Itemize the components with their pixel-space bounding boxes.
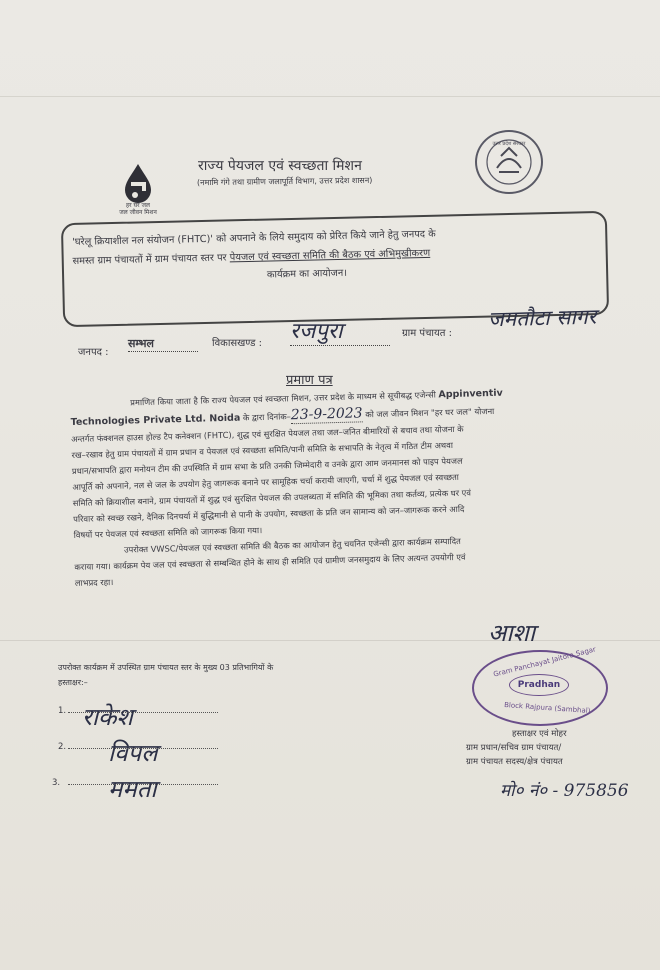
signature-line <box>68 748 218 749</box>
body-line: प्रधान/सभापति द्वारा मनोयन टीम की उपस्थिति में ग्राम सभा के प्रति उनकी जिम्मेदारी व उनके द्वारा आम जनमानस को पाइप पेयजल <box>71 455 463 476</box>
signatory-caption-2: ग्राम प्रधान/सचिव ग्राम पंचायत/ <box>466 743 562 753</box>
signature-line <box>68 712 218 713</box>
paper-fold <box>0 96 660 97</box>
stamp-ring-top: Gram Panchayat Jaitora Sagar <box>492 645 597 679</box>
agency-name-1: Appinventiv <box>438 387 503 401</box>
attendees-intro: उपरोक्त कार्यक्रम में उपस्थित ग्राम पंचायत स्तर के मुख्य 03 प्रतिभागियों के हस्ताक्षर:– <box>58 663 274 687</box>
program-date: 23-9-2023 <box>290 405 363 424</box>
signature-line <box>68 784 218 785</box>
gp-value: जमतौटा सागर <box>487 304 597 332</box>
logo-text: हर घर जल जल जीवन मिशन <box>119 202 157 216</box>
block-value: रजपुरा <box>290 315 390 346</box>
certificate-title: प्रमाण पत्र <box>286 373 333 388</box>
jal-jeevan-mission-logo <box>115 162 161 224</box>
body-line: विषयों पर पेयजल एवं स्वच्छता समिति को जागरूक किया गया। <box>73 525 263 540</box>
subject-line-2: समस्त ग्राम पंचायतों में ग्राम पंचायत स्तर पर पेयजल एवं स्वच्छता समिति की बैठक एवं अभिमुखीकरण <box>72 247 431 267</box>
attendee-signature-2: विपल <box>108 739 158 767</box>
agency-name-2: Technologies Private Ltd. Noida <box>70 412 241 428</box>
body-line: Technologies Private Ltd. Noida के द्वारा दिनांक–23-9-2023 को जल जीवन मिशन "हर घर जल" योजना <box>70 405 495 428</box>
body-line: कराया गया। कार्यक्रम पेय जल एवं स्वच्छता से सम्बन्धित होने के साथ ही समिति एवं ग्रामीण जनसमुदाय के लिए अत्यन्त उपयोगी एवं <box>74 551 466 572</box>
paper-fold <box>0 640 660 641</box>
body-line: अन्तर्गत फंक्शनल हाउस होल्ड टैप कनेक्शन (FHTC), शुद्ध एवं सुरक्षित पेयजल तथा जल–जनित बीमारियों से बचाव तथा योजना के <box>70 423 464 444</box>
pradhan-signature: आशा <box>488 619 536 647</box>
stamp-center: Pradhan <box>509 674 569 696</box>
body-line: आपूर्ति को अपनाने, नल से जल के उपयोग हेतु जागरूक बनाने पर सामूहिक चर्चा करायी जाएगी, चर्चा में शुद्ध पेयजल एवं स्वच्छता <box>72 471 460 492</box>
block-label: विकासखण्ड : <box>212 338 263 349</box>
emblem-text: उत्तर प्रदेश सरकार <box>492 141 526 147</box>
attendee-number-2: 2. <box>58 742 67 752</box>
district-value: सम्भल <box>128 336 198 352</box>
gp-label: ग्राम पंचायत : <box>402 328 453 339</box>
stamp-ring-bottom: Block Rajpura (Sambhal) <box>503 700 591 716</box>
body-line: लाभप्रद रहा। <box>74 576 114 588</box>
signatory-caption-3: ग्राम पंचायत सदस्य/क्षेत्र पंचायत <box>466 757 563 767</box>
up-government-emblem <box>475 130 543 194</box>
attendee-signature-1: राकेश <box>82 703 133 731</box>
body-line: रख–रखाव हेतु ग्राम पंचायतों में ग्राम प्रधान व पेयजल एवं स्वच्छता समिति/पानी समिति के सभापति के नेतृत्व में गठित टीम अथवा <box>71 439 454 460</box>
attendee-signature-3: ममता <box>108 775 157 803</box>
subject-line-3: कार्यक्रम का आयोजन। <box>266 267 348 281</box>
subject-underlined: पेयजल एवं स्वच्छता समिति की बैठक एवं अभिमुखीकरण <box>229 247 431 263</box>
attendee-number-1: 1. <box>58 706 67 716</box>
subject-line-1: 'घरेलू क्रियाशील नल संयोजन (FHTC)' को अपनाने के लिये समुदाय को प्रेरित किये जाने हेतु जनपद के <box>72 228 436 248</box>
header-subtitle: (नमामि गंगे तथा ग्रामीण जलापूर्ति विभाग, उत्तर प्रदेश शासन) <box>196 175 373 188</box>
mobile-number: मो० नं० - 975856 <box>500 781 629 801</box>
body-line: उपरोक्त VWSC/पेयजल एवं स्वच्छता समिति की बैठक का आयोजन हेतु चयनित एजेन्सी द्वारा कार्यक्रम सम्पादित <box>123 535 461 555</box>
body-line: समिति को क्रियाशील बनाने, ग्राम पंचायतों में शुद्ध एवं सुरक्षित पेयजल की उपलब्धता में समिति की भूमिका तथा कर्तव्य, प्रत्येक घर एवं <box>72 487 472 508</box>
district-label: जनपद : <box>78 347 109 358</box>
header-title: राज्य पेयजल एवं स्वच्छता मिशन <box>198 158 362 174</box>
certificate-body <box>70 381 655 591</box>
body-line: परिवार को स्वच्छ रखने, दैनिक दिनचर्या में बुद्धिमानी से पानी के उपयोग, स्वच्छता के प्रति जन सामान्य को जन–जागरूक करने आदि <box>73 503 465 524</box>
body-line: प्रमाणित किया जाता है कि राज्य पेयजल एवं स्वच्छता मिशन, उत्तर प्रदेश के माध्यम से सूचीबद्ध एजेन्सी Appinventiv <box>130 387 503 408</box>
pradhan-stamp <box>472 645 608 726</box>
signatory-caption-1: हस्ताक्षर एवं मोहर <box>512 729 567 739</box>
attendee-number-3: 3. <box>52 778 61 788</box>
